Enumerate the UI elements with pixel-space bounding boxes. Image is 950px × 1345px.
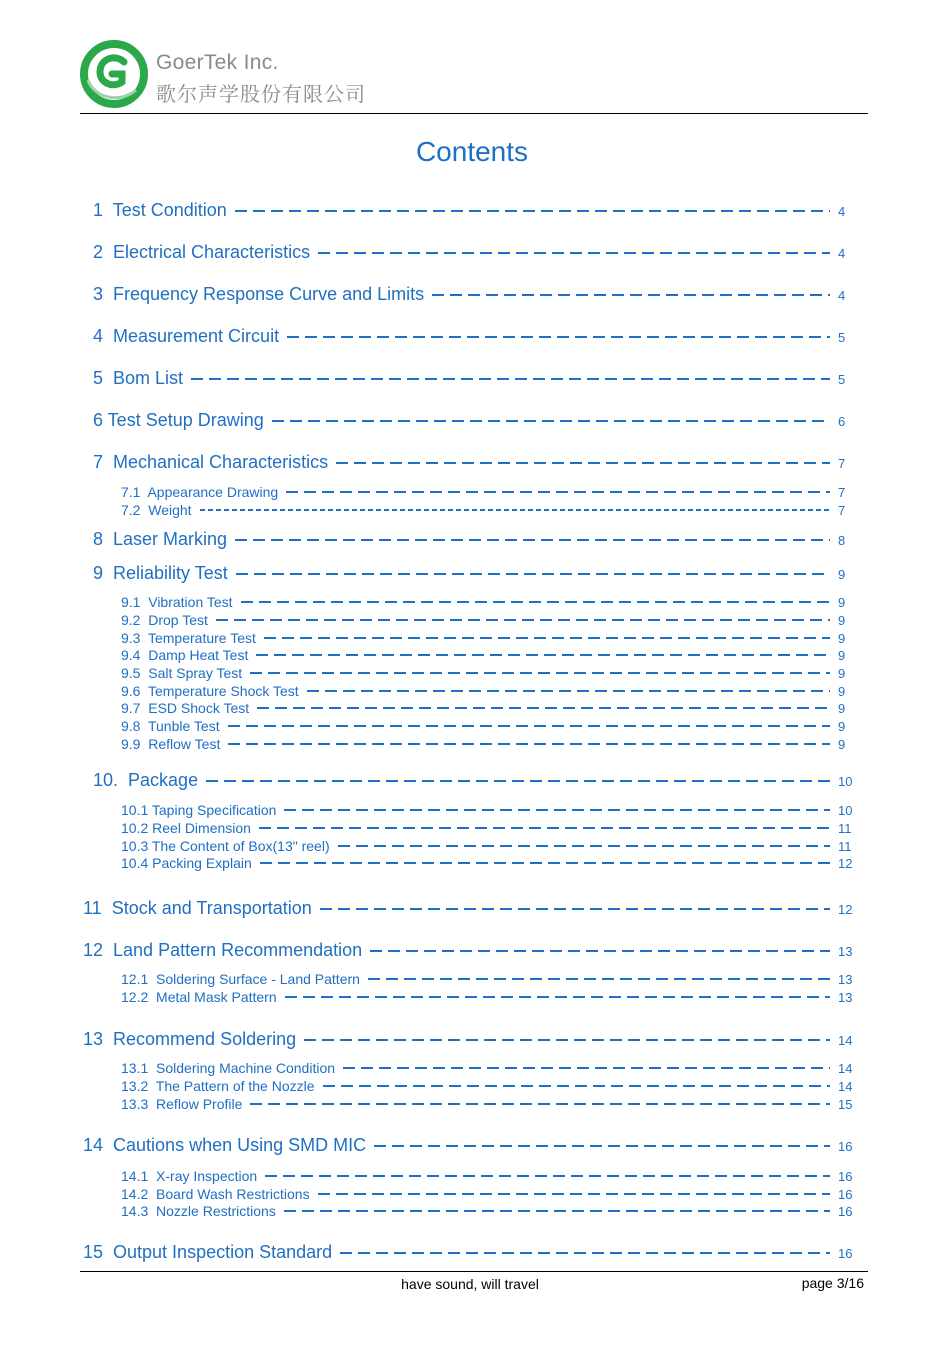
- toc-entry[interactable]: [83, 1029, 856, 1050]
- toc-entry-label: 2 Electrical Characteristics: [93, 242, 311, 262]
- toc-leader-line: [285, 996, 830, 998]
- toc-entry-page: 10: [838, 803, 853, 818]
- toc-leader-line: [284, 1210, 830, 1212]
- toc-leader-line: [206, 780, 830, 782]
- toc-entry-page: 5: [838, 330, 846, 345]
- toc-entry-label: 12 Land Pattern Recommendation: [83, 940, 363, 960]
- toc-entry-page: 9: [838, 719, 846, 734]
- toc-entry[interactable]: [121, 484, 856, 500]
- toc-entry[interactable]: [93, 770, 856, 791]
- toc-entry-page: 9: [838, 701, 846, 716]
- toc-entry-page: 9: [838, 648, 846, 663]
- toc-entry-label: 7 Mechanical Characteristics: [93, 452, 329, 472]
- toc-entry-page: 15: [838, 1097, 853, 1112]
- toc-entry-page: 7: [838, 456, 846, 471]
- toc-entry[interactable]: [83, 1135, 856, 1156]
- toc-entry-page: 4: [838, 204, 846, 219]
- toc-entry-page: 16: [838, 1246, 853, 1261]
- toc-entry[interactable]: [121, 502, 856, 518]
- toc-entry[interactable]: [121, 647, 856, 663]
- toc-leader-line: [318, 252, 830, 254]
- toc-entry-page: 16: [838, 1139, 853, 1154]
- toc-leader-line: [235, 539, 830, 541]
- toc-leader-line: [256, 654, 830, 656]
- toc-entry[interactable]: [121, 594, 856, 610]
- toc-entry[interactable]: [93, 242, 856, 263]
- toc-entry[interactable]: [121, 718, 856, 734]
- toc-entry[interactable]: [93, 410, 856, 431]
- toc-entry[interactable]: [121, 1186, 856, 1202]
- toc-entry-page: 13: [838, 972, 853, 987]
- toc-entry-page: 9: [838, 613, 846, 628]
- toc-entry-page: 12: [838, 856, 853, 871]
- toc-entry-label: 13.1 Soldering Machine Condition: [121, 1060, 336, 1076]
- toc-entry[interactable]: [121, 736, 856, 752]
- toc-entry-page: 4: [838, 246, 846, 261]
- toc-entry[interactable]: [121, 700, 856, 716]
- toc-entry[interactable]: [121, 855, 856, 871]
- toc-entry-page: 14: [838, 1079, 853, 1094]
- toc-entry-label: 7.2 Weight: [121, 502, 192, 518]
- toc-entry[interactable]: [121, 612, 856, 628]
- toc-entry-page: 9: [838, 631, 846, 646]
- toc-leader-line: [286, 491, 830, 493]
- toc-entry-label: 10.2 Reel Dimension: [121, 820, 251, 836]
- toc-entry-label: 14.3 Nozzle Restrictions: [121, 1203, 276, 1219]
- toc-entry-label: 13 Recommend Soldering: [83, 1029, 297, 1049]
- toc-entry-label: 12.1 Soldering Surface - Land Pattern: [121, 971, 360, 987]
- toc-leader-line: [259, 827, 830, 829]
- toc-entry-label: 9.6 Temperature Shock Test: [121, 683, 299, 699]
- toc-leader-line: [336, 462, 830, 464]
- toc-entry-label: 10.3 The Content of Box(13" reel): [121, 838, 330, 854]
- toc-leader-line: [241, 601, 830, 603]
- toc-entry-label: 9.3 Temperature Test: [121, 630, 256, 646]
- toc-entry[interactable]: [121, 1203, 856, 1219]
- toc-entry-label: 13.2 The Pattern of the Nozzle: [121, 1078, 315, 1094]
- toc-entry[interactable]: [121, 1168, 856, 1184]
- toc-leader-line: [235, 210, 830, 212]
- toc-entry-label: 9.1 Vibration Test: [121, 594, 233, 610]
- toc-entry-label: 14.1 X-ray Inspection: [121, 1168, 258, 1184]
- toc-leader-line: [374, 1145, 830, 1147]
- toc-leader-line: [264, 637, 830, 639]
- company-name-en: GoerTek Inc.: [156, 51, 279, 74]
- toc-leader-line: [343, 1067, 830, 1069]
- toc-entry-page: 11: [838, 821, 852, 836]
- toc-leader-line: [191, 378, 830, 380]
- toc-entry[interactable]: [121, 1078, 856, 1094]
- toc-entry-label: 9.2 Drop Test: [121, 612, 208, 628]
- toc-entry[interactable]: [93, 326, 856, 347]
- toc-leader-line: [432, 294, 830, 296]
- toc-entry-label: 5 Bom List: [93, 368, 184, 388]
- toc-entry[interactable]: [121, 1060, 856, 1076]
- toc-entry-page: 16: [838, 1187, 853, 1202]
- toc-entry-label: 7.1 Appearance Drawing: [121, 484, 279, 500]
- toc-leader-line: [307, 690, 830, 692]
- toc-entry-label: 13.3 Reflow Profile: [121, 1096, 243, 1112]
- toc-leader-line: [287, 336, 830, 338]
- toc-leader-line: [228, 725, 830, 727]
- toc-leader-line: [200, 509, 830, 511]
- toc-entry-label: 4 Measurement Circuit: [93, 326, 280, 346]
- toc-entry-page: 12: [838, 902, 853, 917]
- toc-entry-page: 8: [838, 533, 846, 548]
- toc-leader-line: [250, 672, 830, 674]
- toc-leader-line: [272, 420, 830, 422]
- toc-leader-line: [370, 950, 830, 952]
- toc-entry-label: 9.5 Salt Spray Test: [121, 665, 243, 681]
- toc-entry-page: 10: [838, 774, 853, 789]
- toc-entry-label: 11 Stock and Transportation: [83, 898, 312, 918]
- toc-leader-line: [320, 908, 830, 910]
- toc-leader-line: [236, 573, 830, 575]
- toc-entry-page: 9: [838, 684, 846, 699]
- toc-leader-line: [340, 1252, 830, 1254]
- footer-slogan: have sound, will travel: [401, 1276, 539, 1292]
- toc-entry[interactable]: [93, 563, 856, 584]
- toc-entry[interactable]: [93, 368, 856, 389]
- toc-leader-line: [257, 707, 830, 709]
- toc-leader-line: [250, 1103, 830, 1105]
- toc-entry[interactable]: [121, 630, 856, 646]
- toc-entry-page: 16: [838, 1169, 853, 1184]
- toc-leader-line: [368, 978, 830, 980]
- toc-entry[interactable]: [121, 989, 856, 1005]
- toc-leader-line: [338, 845, 830, 847]
- toc-entry-page: 9: [838, 567, 846, 582]
- company-name-cn: 歌尔声学股份有限公司: [156, 84, 366, 106]
- toc-entry-label: 9.4 Damp Heat Test: [121, 647, 249, 663]
- toc-entry-label: 1 Test Condition: [93, 200, 227, 220]
- toc-entry-label: 9.7 ESD Shock Test: [121, 700, 250, 716]
- toc-entry[interactable]: [121, 838, 856, 854]
- toc-entry-page: 9: [838, 737, 846, 752]
- toc-leader-line: [228, 743, 830, 745]
- toc-entry-page: 11: [838, 839, 852, 854]
- toc-leader-line: [216, 619, 830, 621]
- toc-entry[interactable]: [121, 683, 856, 699]
- toc-leader-line: [260, 862, 830, 864]
- page-title: Contents: [415, 136, 529, 167]
- toc-entry-page: 9: [838, 666, 846, 681]
- toc-entry[interactable]: [83, 1242, 856, 1263]
- toc-entry-label: 9 Reliability Test: [93, 563, 228, 583]
- toc-entry-label: 9.8 Tunble Test: [121, 718, 220, 734]
- toc-entry-label: 10. Package: [93, 770, 199, 790]
- toc-entry-page: 4: [838, 288, 846, 303]
- toc-entry[interactable]: [83, 940, 856, 961]
- toc-entry-label: 9.9 Reflow Test: [121, 736, 221, 752]
- toc-entry[interactable]: [93, 200, 856, 221]
- toc-leader-line: [284, 809, 830, 811]
- toc-entry-label: 14 Cautions when Using SMD MIC: [83, 1135, 367, 1155]
- toc-leader-line: [265, 1175, 830, 1177]
- toc-entry[interactable]: [121, 971, 856, 987]
- toc-leader-line: [318, 1193, 830, 1195]
- toc-entry-page: 5: [838, 372, 846, 387]
- toc-entry-page: 9: [838, 595, 846, 610]
- toc-entry-label: 15 Output Inspection Standard: [83, 1242, 333, 1262]
- toc-entry-label: 3 Frequency Response Curve and Limits: [93, 284, 425, 304]
- toc-entry-label: 8 Laser Marking: [93, 529, 228, 549]
- toc-entry[interactable]: [121, 1096, 856, 1112]
- toc-entry-page: 7: [838, 503, 846, 518]
- toc-entry[interactable]: [121, 802, 856, 818]
- toc-leader-line: [304, 1039, 830, 1041]
- toc-entry-label: 14.2 Board Wash Restrictions: [121, 1186, 310, 1202]
- toc-entry-page: 13: [838, 990, 853, 1005]
- toc-entry[interactable]: [93, 529, 856, 550]
- toc-entry[interactable]: [121, 820, 856, 836]
- toc-entry-page: 14: [838, 1033, 853, 1048]
- toc-entry-label: 12.2 Metal Mask Pattern: [121, 989, 277, 1005]
- toc-entry-page: 13: [838, 944, 853, 959]
- toc-entry-page: 6: [838, 414, 846, 429]
- toc-entry-label: 10.4 Packing Explain: [121, 855, 252, 871]
- toc-entry[interactable]: [83, 898, 856, 919]
- toc-leader-line: [323, 1085, 830, 1087]
- toc-entry[interactable]: [93, 284, 856, 305]
- footer-divider: [80, 1271, 868, 1272]
- toc-entry-page: 16: [838, 1204, 853, 1219]
- toc-entry[interactable]: [93, 452, 856, 473]
- toc-entry-page: 14: [838, 1061, 853, 1076]
- toc-entry-page: 7: [838, 485, 846, 500]
- toc-entry-label: 6 Test Setup Drawing: [93, 410, 264, 430]
- toc-entry-label: 10.1 Taping Specification: [121, 802, 277, 818]
- toc-entry[interactable]: [121, 665, 856, 681]
- footer-page-number: page 3/16: [801, 1275, 864, 1291]
